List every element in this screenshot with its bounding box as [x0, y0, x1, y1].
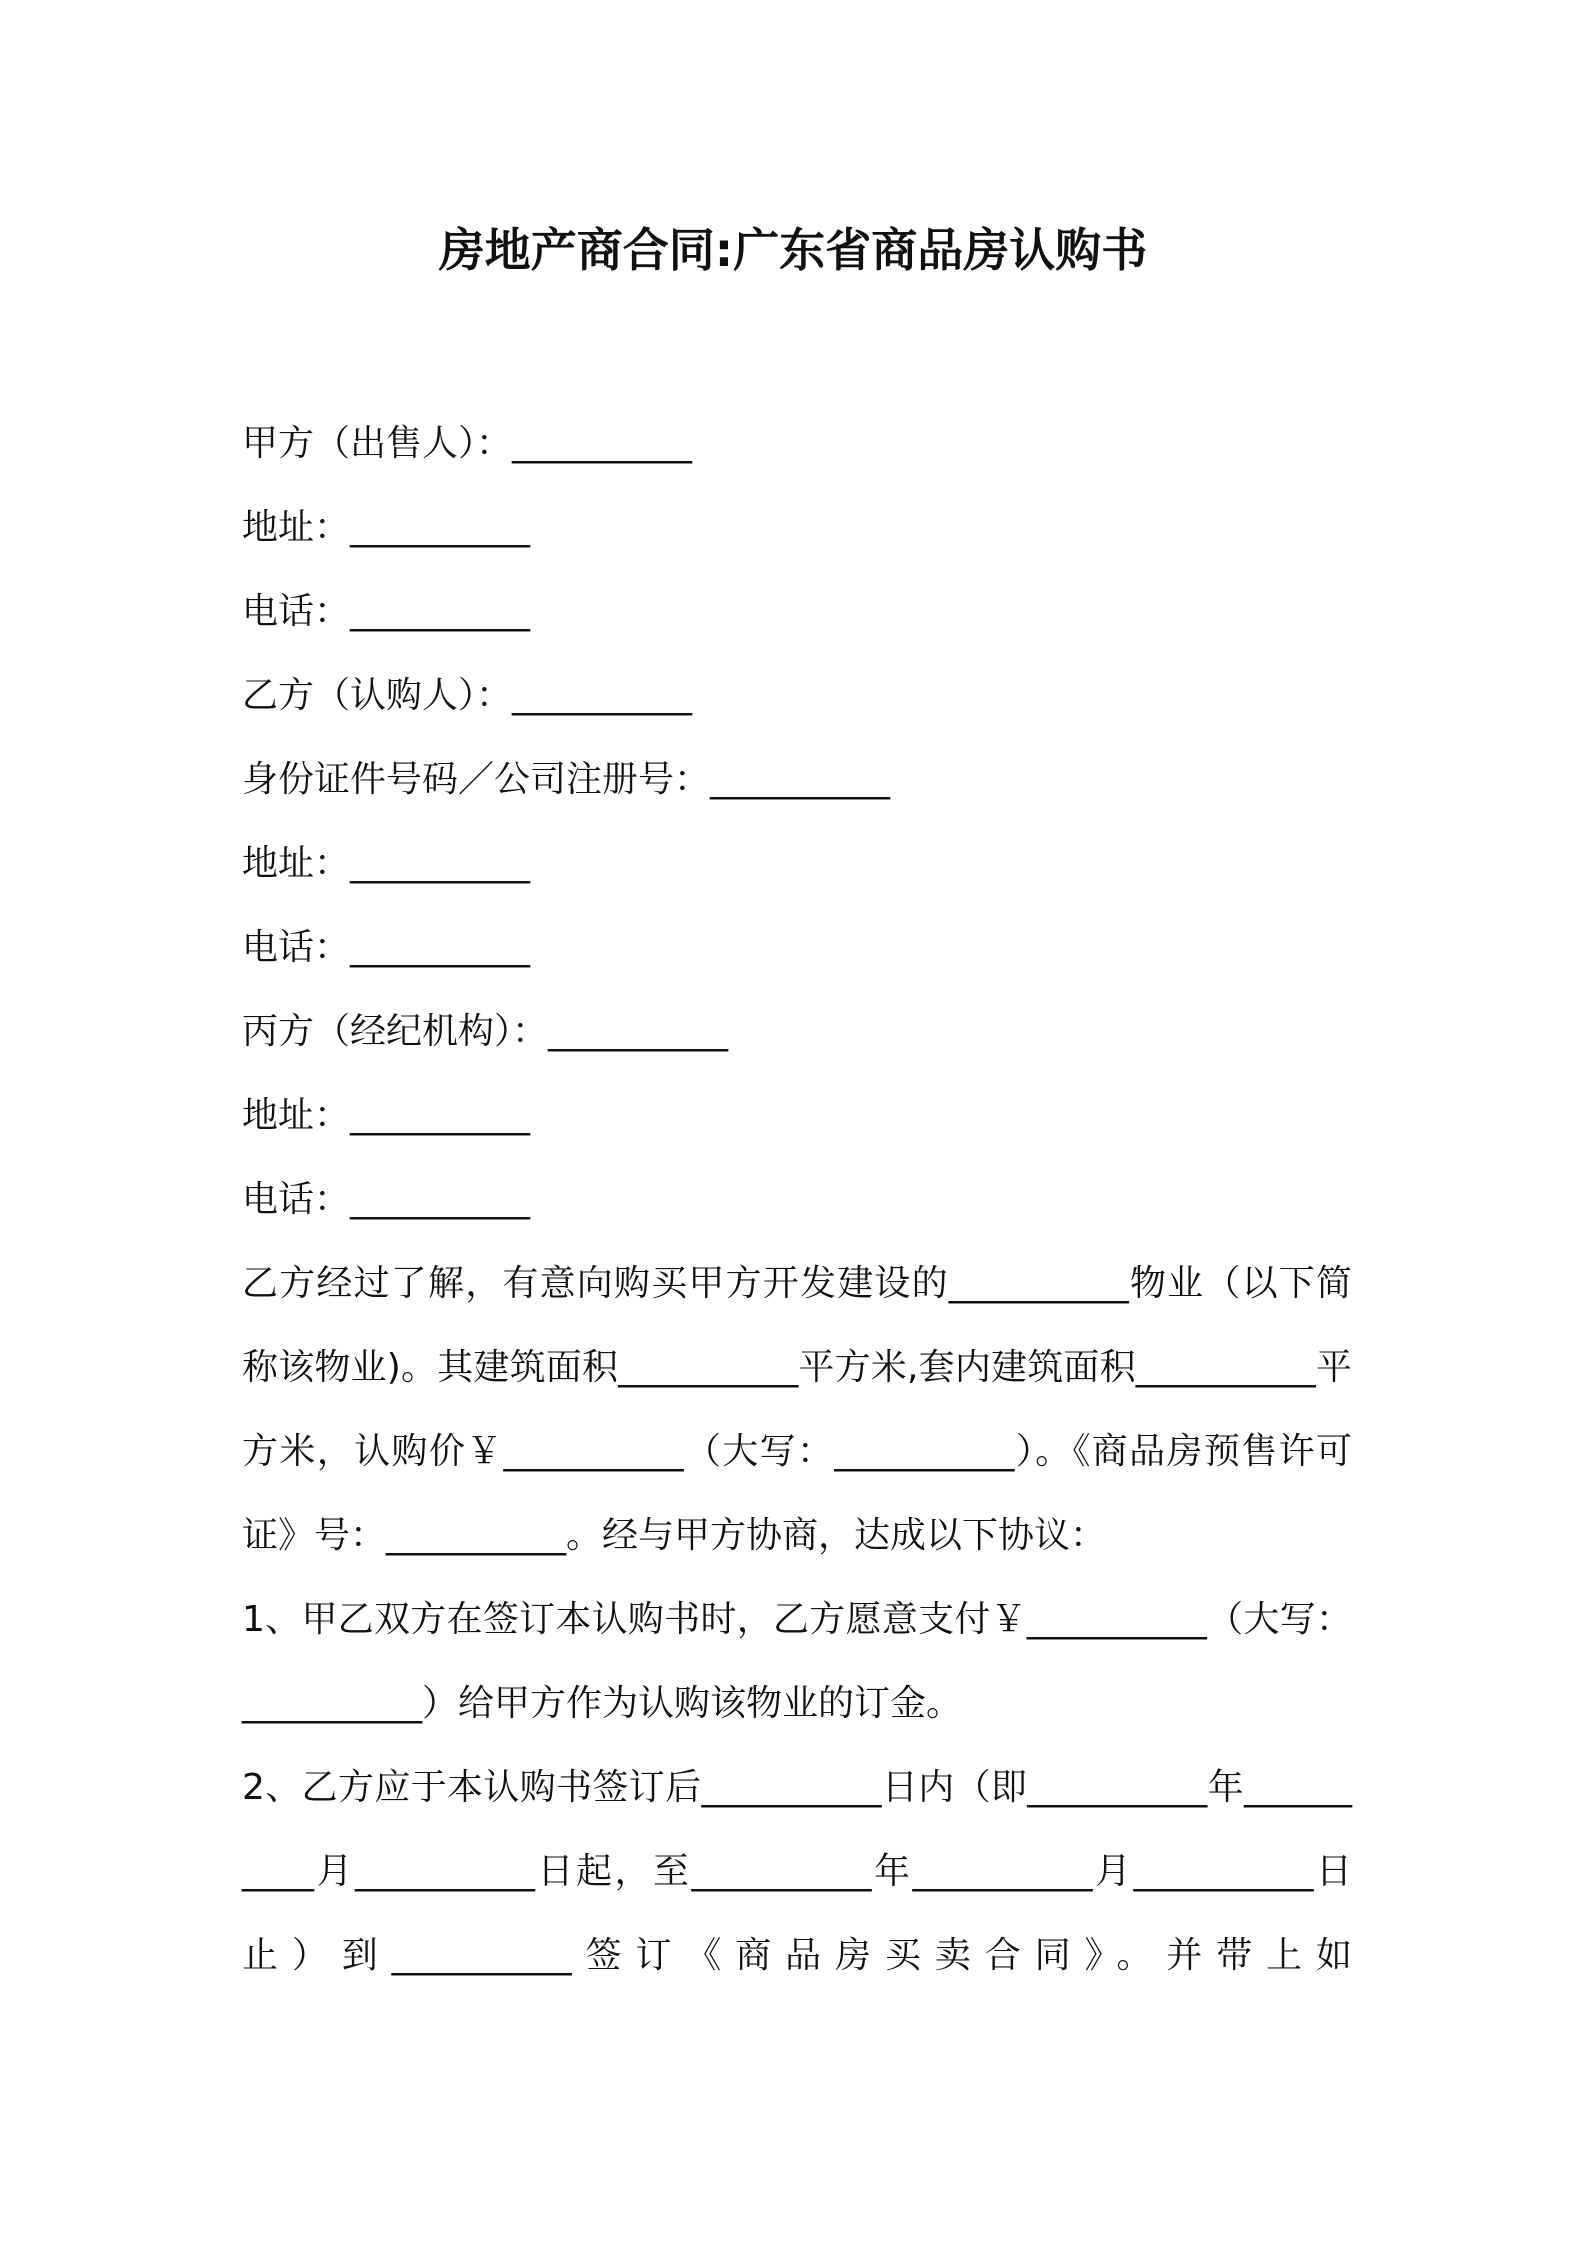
document-body: [242, 402, 1352, 1998]
party-c-address-line: 地址：__________: [242, 1095, 531, 1136]
party-b-id-line: 身份证件号码／公司注册号：__________: [242, 759, 891, 800]
party-a-phone-line: 电话：__________: [242, 591, 531, 632]
document-title: 房地产商合同:广东省商品房认购书: [438, 223, 1148, 277]
party-c-name-line: 丙方（经纪机构）：__________: [242, 1011, 729, 1052]
party-c-phone-line: 电话：__________: [242, 1179, 531, 1220]
clause-2-paragraph: 2、乙方应于本认购书签订后__________日内（即__________年__________月__________日起，至__________年__________月__________日止）到__________签订《商品房买卖合同》。并带上如: [242, 1767, 1352, 1976]
party-a-name-line: 甲方（出售人）：__________: [242, 423, 693, 464]
party-b-name-line: 乙方（认购人）：__________: [242, 675, 693, 716]
clause-1-paragraph: 1、甲乙双方在签订本认购书时，乙方愿意支付￥__________（大写：__________）给甲方作为认购该物业的订金。: [242, 1599, 1352, 1724]
party-b-phone-line: 电话：__________: [242, 927, 531, 968]
party-a-address-line: 地址：__________: [242, 507, 531, 548]
intro-paragraph: 乙方经过了解，有意向购买甲方开发建设的__________物业（以下简称该物业)。其建筑面积__________平方米,套内建筑面积__________平方米，认购价￥__________（大写：__________）。《商品房预售许可证》号：__________。经与甲方协商，达成以下协议：: [242, 1263, 1352, 1556]
party-b-address-line: 地址：__________: [242, 843, 531, 884]
